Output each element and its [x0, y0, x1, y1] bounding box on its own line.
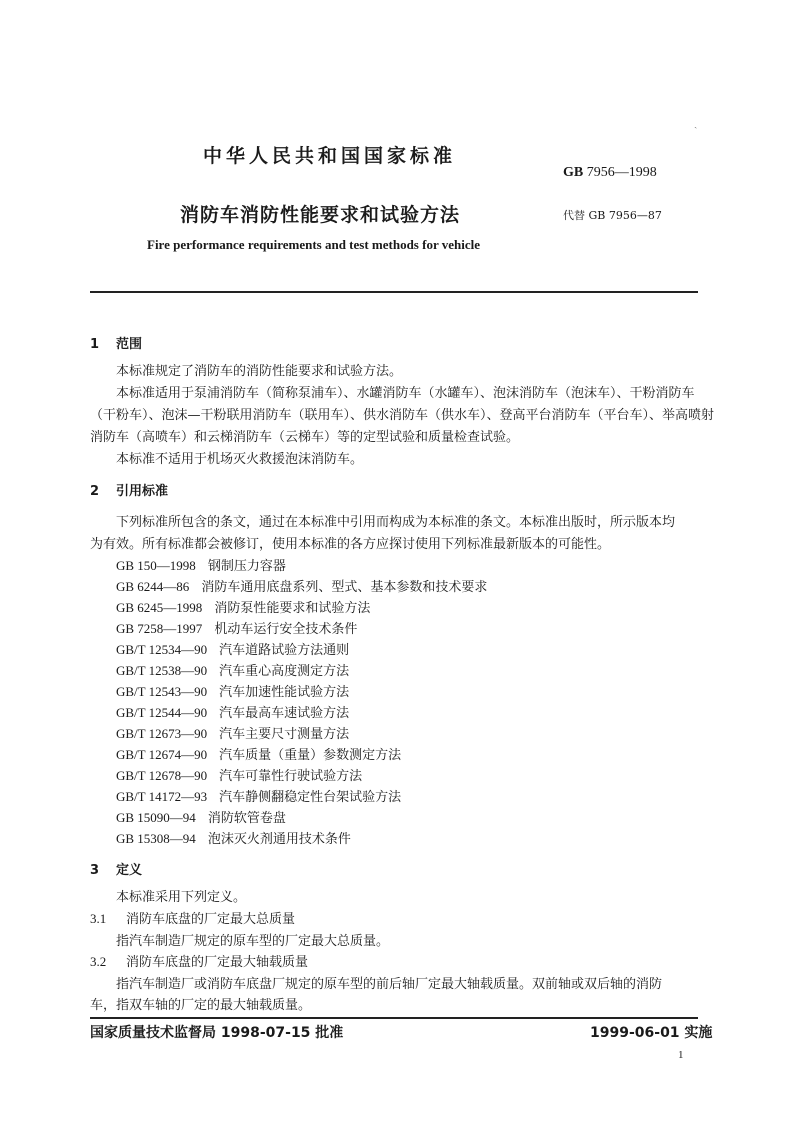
reference-code: GB/T 12543—90 [116, 684, 208, 699]
definition-3-1-text: 指汽车制造厂规定的原车型的厂定最大总质量。 [116, 934, 390, 949]
section-1-para-3: 本标准不适用于机场灭火救援泡沫消防车。 [116, 452, 364, 467]
section-3-title: 定义 [116, 863, 143, 878]
section-2-intro-line-2: 为有效。所有标准都会被修订，使用本标准的各方应探讨使用下列标准最新版本的可能性。 [90, 537, 611, 552]
reference-item [116, 765, 362, 784]
standard-number-prefix: GB [563, 165, 584, 180]
section-2-heading [90, 480, 168, 499]
english-title: Fire performance requirements and test methods for vehicle [147, 237, 480, 252]
definition-3-2-heading [90, 951, 308, 970]
definition-3-2-number: 3.2 [90, 954, 107, 969]
definition-3-1-heading [90, 908, 295, 927]
reference-title: 消防泵性能要求和试验方法 [214, 601, 371, 616]
reference-code: GB/T 12674—90 [116, 747, 208, 762]
reference-item [116, 681, 349, 700]
national-standard-heading: 中华人民共和国国家标准 [203, 145, 457, 167]
section-1-para-2-line-3: 消防车（高喷车）和云梯消防车（云梯车）等的定型试验和质量检查试验。 [90, 430, 520, 445]
definition-3-2-text-line-1: 指汽车制造厂或消防车底盘厂规定的原车型的前后轴厂定最大轴载质量。双前轴或双后轴的消防 [116, 977, 663, 992]
section-1-heading [90, 333, 142, 352]
reference-title: 汽车加速性能试验方法 [219, 685, 350, 700]
corner-mark: ˎ [694, 118, 698, 129]
document-title: 消防车消防性能要求和试验方法 [180, 204, 461, 226]
reference-title: 汽车道路试验方法通则 [219, 643, 350, 658]
section-2-intro-line-1: 下列标准所包含的条文，通过在本标准中引用而构成为本标准的条文。本标准出版时，所示版本均 [116, 515, 676, 530]
reference-code: GB/T 14172—93 [116, 789, 208, 804]
section-1-title: 范围 [116, 337, 143, 352]
reference-code: GB/T 12678—90 [116, 768, 208, 783]
reference-code: GB 6244—86 [116, 579, 190, 594]
reference-title: 消防软管卷盘 [207, 811, 286, 826]
reference-title: 消防车通用底盘系列、型式、基本参数和技术要求 [201, 580, 488, 595]
effective-date: 1999-06-01 实施 [590, 1025, 713, 1041]
reference-item [116, 576, 487, 595]
reference-title: 汽车重心高度测定方法 [219, 664, 350, 679]
reference-item [116, 807, 286, 826]
reference-item [116, 639, 349, 658]
section-3-heading [90, 859, 142, 878]
reference-code: GB/T 12673—90 [116, 726, 208, 741]
section-1-para-1: 本标准规定了消防车的消防性能要求和试验方法。 [116, 364, 403, 379]
reference-code: GB/T 12534—90 [116, 642, 208, 657]
reference-code: GB/T 12544—90 [116, 705, 208, 720]
reference-item [116, 555, 286, 574]
reference-code: GB/T 12538—90 [116, 663, 208, 678]
section-1-number: 1 [90, 337, 100, 352]
reference-item [116, 597, 370, 616]
section-1-para-2-line-2: （干粉车）、泡沫—干粉联用消防车（联用车）、供水消防车（供水车）、登高平台消防车（平台车）、举高喷射 [90, 408, 715, 423]
standard-number [563, 165, 657, 181]
reference-title: 钢制压力容器 [207, 559, 286, 574]
definition-3-1-title: 消防车底盘的厂定最大总质量 [126, 912, 296, 927]
standard-number-value: 7956—1998 [586, 165, 657, 180]
definition-3-2-text-line-2: 车，指双车轴的厂定的最大轴载质量。 [90, 998, 312, 1013]
reference-item [116, 723, 349, 742]
reference-item [116, 660, 349, 679]
section-1-para-2-line-1: 本标准适用于泵浦消防车（简称泵浦车）、水罐消防车（水罐车）、泡沫消防车（泡沫车）、干粉消防车 [116, 386, 695, 401]
reference-title: 汽车最高车速试验方法 [219, 706, 350, 721]
reference-item [116, 828, 351, 847]
reference-item [116, 744, 401, 763]
section-2-title: 引用标准 [116, 484, 169, 499]
section-3-intro: 本标准采用下列定义。 [116, 890, 247, 905]
section-3-number: 3 [90, 863, 100, 878]
reference-title: 汽车静侧翻稳定性台架试验方法 [219, 790, 402, 805]
reference-item [116, 702, 349, 721]
replaces-note: 代替 GB 7956—87 [563, 209, 662, 222]
definition-3-1-number: 3.1 [90, 911, 107, 926]
section-2-number: 2 [90, 484, 100, 499]
reference-title: 汽车主要尺寸测量方法 [219, 727, 350, 742]
reference-title: 汽车质量（重量）参数测定方法 [219, 748, 402, 763]
reference-title: 泡沫灭火剂通用技术条件 [207, 832, 351, 847]
definition-3-2-title: 消防车底盘的厂定最大轴载质量 [126, 955, 309, 970]
reference-code: GB 7258—1997 [116, 621, 203, 636]
reference-title: 机动车运行安全技术条件 [214, 622, 358, 637]
footer-divider [90, 1017, 698, 1019]
reference-item [116, 786, 401, 805]
reference-title: 汽车可靠性行驶试验方法 [219, 769, 363, 784]
approval-statement: 国家质量技术监督局 1998-07-15 批准 [90, 1025, 344, 1041]
reference-code: GB 15308—94 [116, 831, 196, 846]
header-divider [90, 291, 698, 293]
reference-code: GB 150—1998 [116, 558, 196, 573]
page-number: 1 [678, 1049, 684, 1061]
reference-code: GB 15090—94 [116, 810, 196, 825]
reference-code: GB 6245—1998 [116, 600, 203, 615]
reference-item [116, 618, 357, 637]
